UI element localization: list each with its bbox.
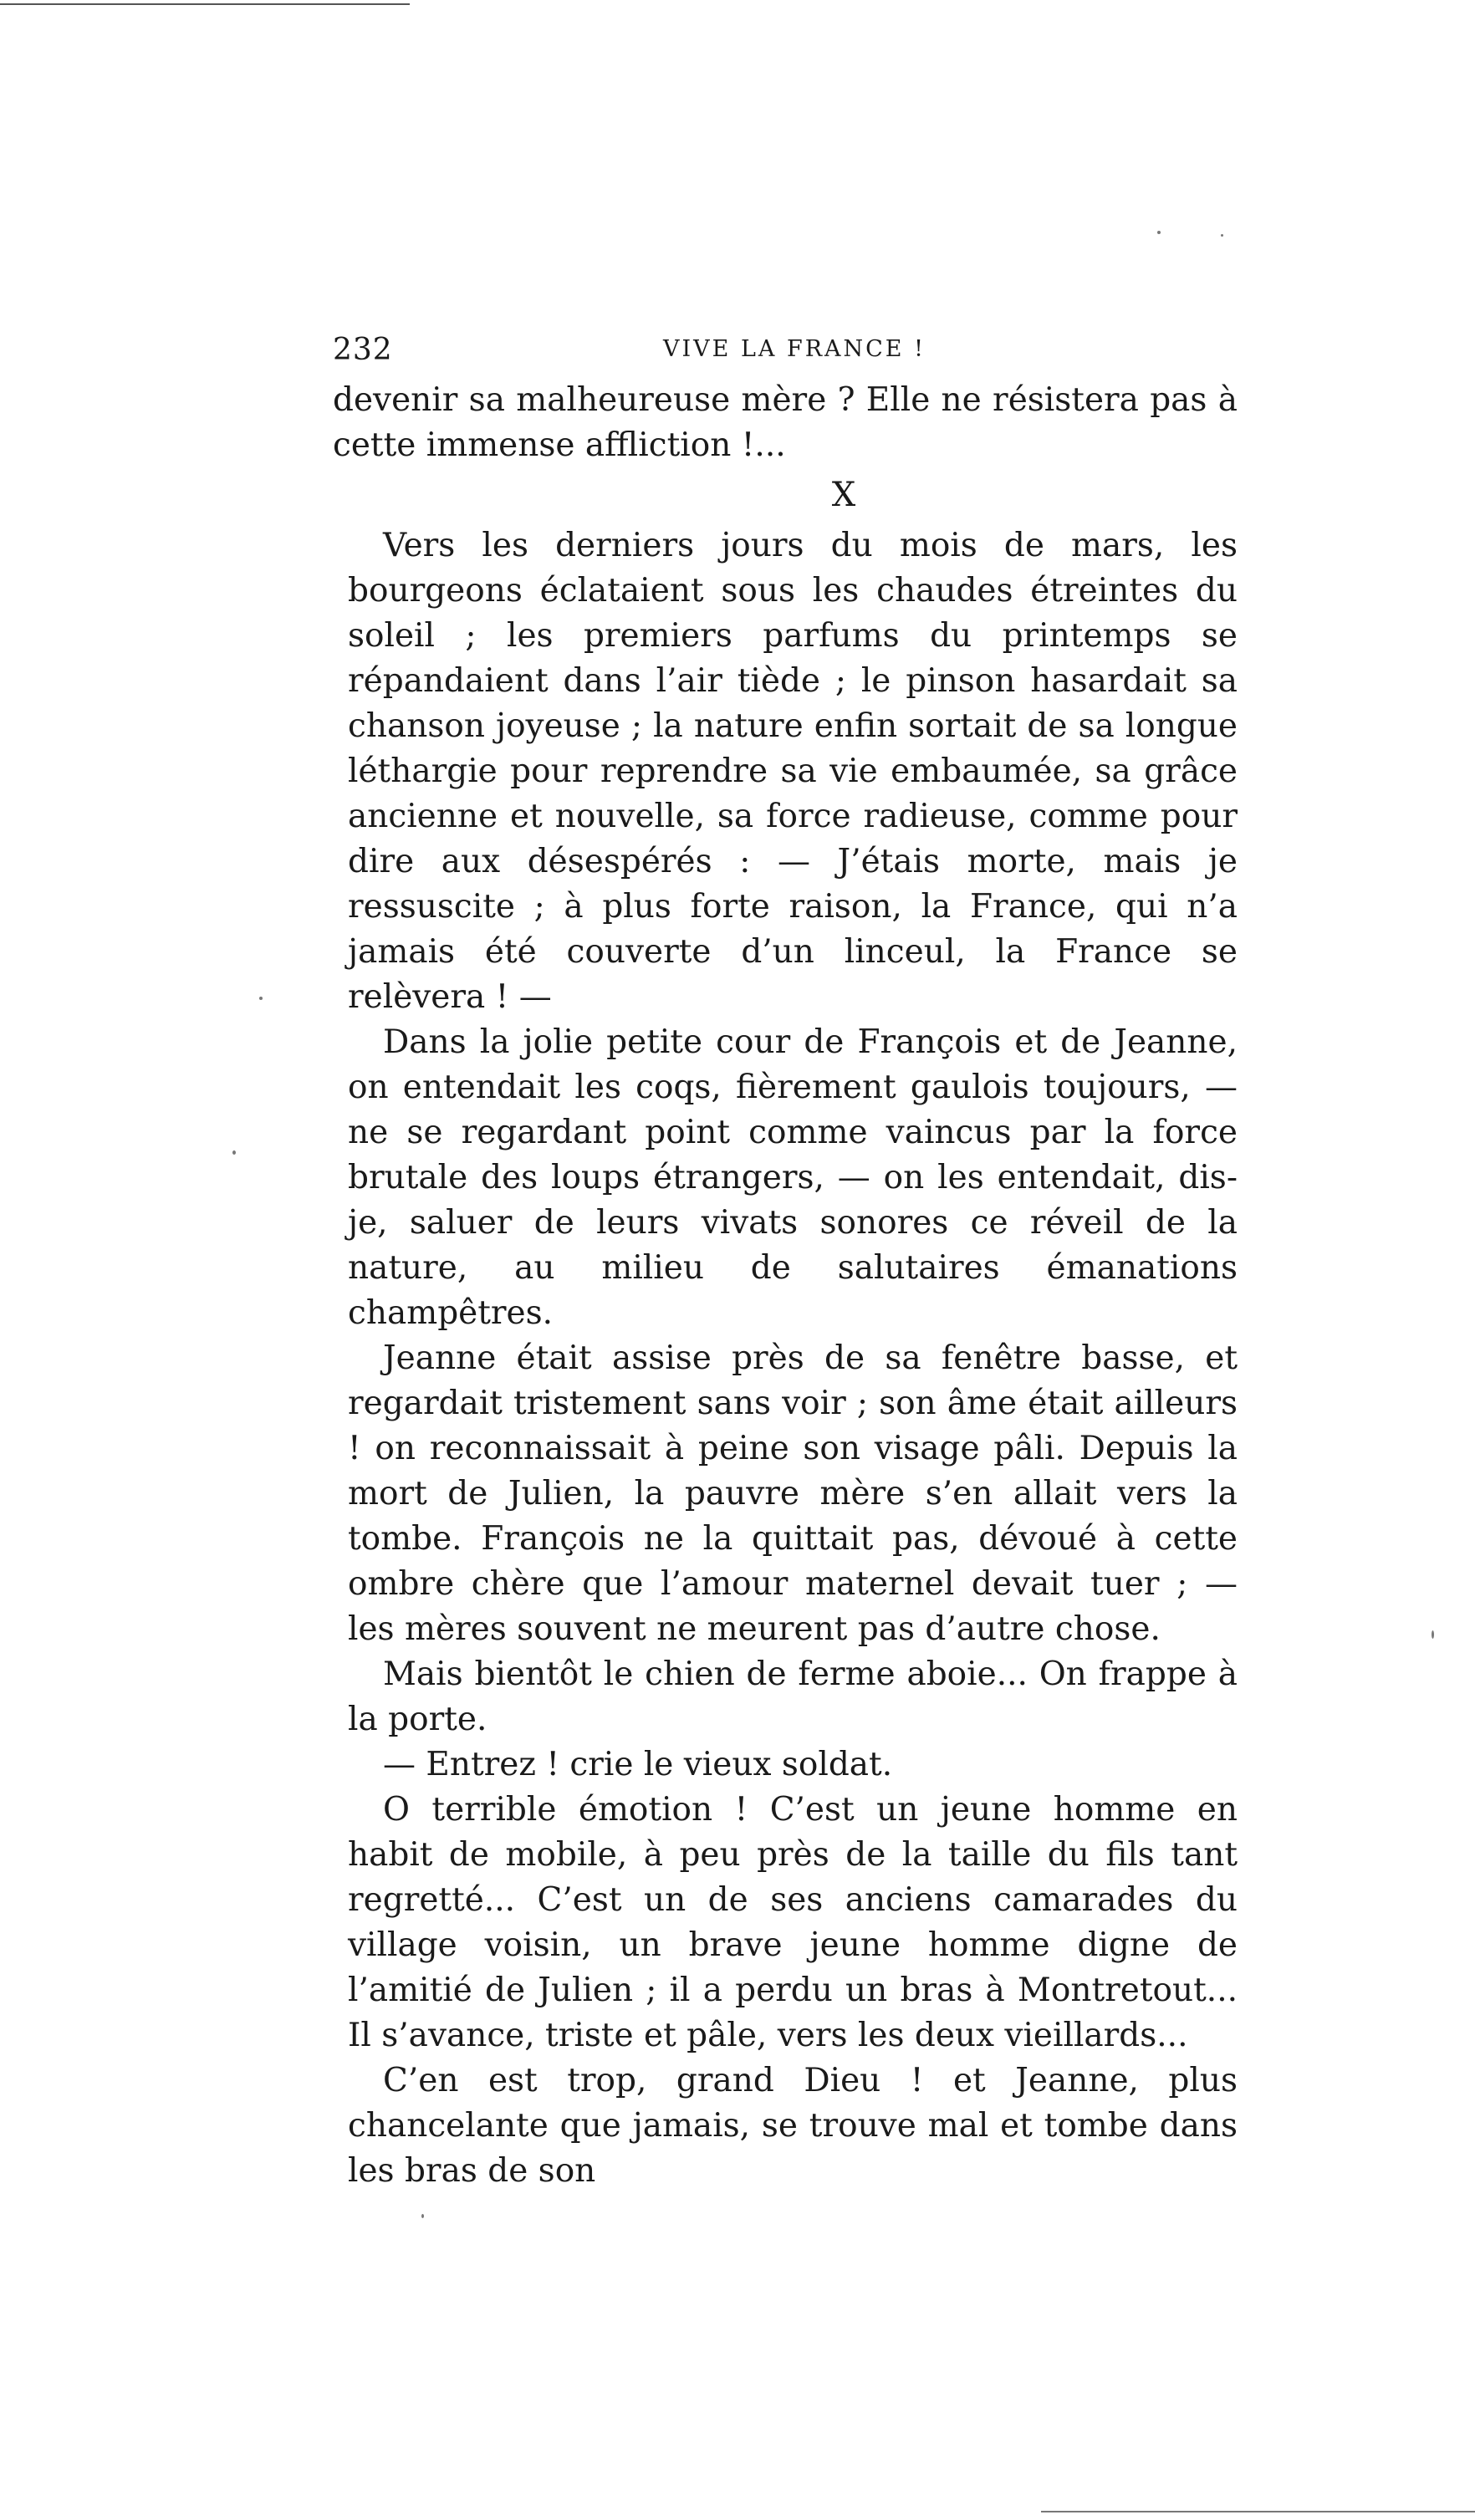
paragraph-entrez: — Entrez ! crie le vieux soldat. <box>383 1746 893 1783</box>
bottom-scan-rule <box>1041 2511 1475 2512</box>
paragraph-roosters: Dans la jolie petite cour de François et de Jeanne, on entendait les coqs, fièrement gaulois toujours, — ne se regardant point comme vaincus par la force brutale des loups étrangers, — on les entendait, dis-je, saluer de leurs vivats sonores ce réveil de la nature, au milieu de salutaires émanations champêtres. <box>348 1023 1238 1332</box>
paragraph-mobile: O terrible émotion ! C’est un jeune homme en habit de mobile, à peu près de la taille du fils tant regretté... C’est un de ses anciens camarades du village voisin, un brave jeune homme digne de l’amitié de Julien ; il a perdu un bras à Montretout... Il s’avance, triste et pâle, vers les deux vieillards... <box>348 1791 1238 2054</box>
scan-speck <box>421 2214 424 2218</box>
paragraph-jeanne: Jeanne était assise près de sa fenêtre basse, et regardait tristement sans voir ; son âme était ailleurs ! on reconnaissait à peine son visage pâli. Depuis la mort de Julien, la pauvre mère s’en allait vers la tombe. François ne la quittait pas, dévoué à cette ombre chère que l’amour maternel devait tuer ; — les mères souvent ne meurent pas d’autre chose. <box>348 1339 1238 1648</box>
running-title: VIVE LA FRANCE ! <box>663 336 926 362</box>
scan-speck <box>1432 1630 1434 1639</box>
scan-speck <box>1157 231 1161 234</box>
paragraph-jeanne-faints: C’en est trop, grand Dieu ! et Jeanne, plus chancelante que jamais, se trouve mal et tombe dans les bras de son <box>348 2062 1238 2190</box>
running-head <box>333 328 1238 378</box>
page-number: 232 <box>333 333 393 367</box>
paragraph-knock: Mais bientôt le chien de ferme aboie... On frappe à la porte. <box>348 1655 1238 1738</box>
top-scan-rule <box>0 3 410 5</box>
scan-speck <box>232 1150 236 1155</box>
scan-speck <box>1221 234 1223 237</box>
book-page <box>333 328 1238 2194</box>
chapter-heading: X <box>831 476 856 514</box>
scan-speck <box>259 997 263 1000</box>
chapter-body <box>348 523 1238 2194</box>
continuation-paragraph: devenir sa malheureuse mère ? Elle ne résistera pas à cette immense affliction !... <box>333 381 1238 464</box>
paragraph-spring: Vers les derniers jours du mois de mars, les bourgeons éclataient sous les chaudes étreintes du soleil ; les premiers parfums du printemps se répandaient dans l’air tiède ; le pinson hasardait sa chanson joyeuse ; la nature enfin sortait de sa longue léthargie pour reprendre sa vie embaumée, sa grâce ancienne et nouvelle, sa force radieuse, comme pour dire aux désespérés : — J’étais morte, mais je ressuscite ; à plus forte raison, la France, qui n’a jamais été couverte d’un linceul, la France se relèvera ! — <box>348 527 1238 1016</box>
